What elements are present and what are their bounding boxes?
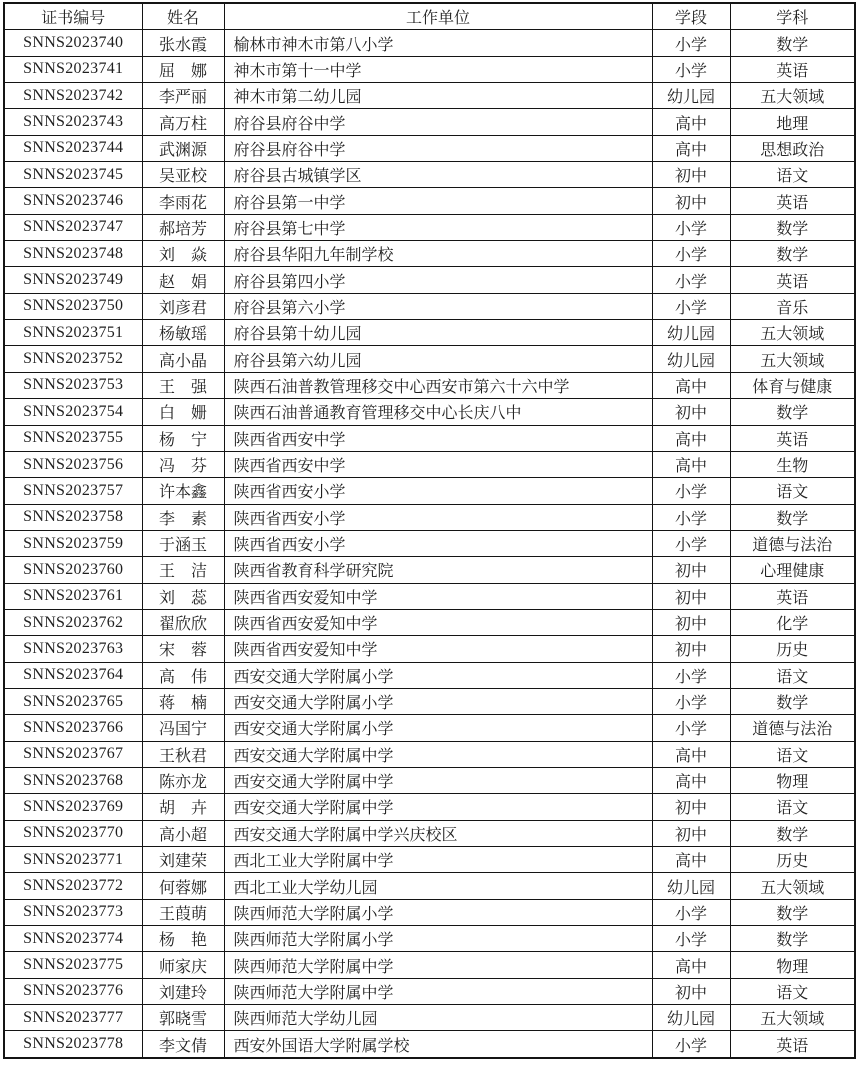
- cell-work-unit: 陕西省教育科学研究院: [224, 557, 652, 583]
- cell-work-unit: 陕西省西安爱知中学: [224, 583, 652, 609]
- cell-work-unit: 府谷县第一中学: [224, 188, 652, 214]
- cell-name: 杨 宁: [142, 425, 224, 451]
- cell-cert-no: SNNS2023754: [4, 399, 142, 425]
- cell-name: 张水霞: [142, 30, 224, 56]
- cell-cert-no: SNNS2023741: [4, 56, 142, 82]
- cell-name: 翟欣欣: [142, 609, 224, 635]
- cell-stage: 高中: [652, 952, 730, 978]
- cell-cert-no: SNNS2023752: [4, 346, 142, 372]
- cell-work-unit: 陕西省西安中学: [224, 451, 652, 477]
- cell-cert-no: SNNS2023757: [4, 478, 142, 504]
- cell-stage: 初中: [652, 583, 730, 609]
- header-work-unit: 工作单位: [224, 3, 652, 30]
- table-row: [4, 214, 855, 240]
- cell-work-unit: 府谷县第十幼儿园: [224, 320, 652, 346]
- cell-subject: 英语: [730, 56, 855, 82]
- cell-name: 李雨花: [142, 188, 224, 214]
- cell-stage: 初中: [652, 794, 730, 820]
- cell-name: 刘建玲: [142, 978, 224, 1004]
- cell-work-unit: 陕西师范大学幼儿园: [224, 1005, 652, 1031]
- cell-subject: 五大领域: [730, 83, 855, 109]
- cell-subject: 数学: [730, 926, 855, 952]
- table-row: [4, 741, 855, 767]
- cell-subject: 历史: [730, 847, 855, 873]
- cell-subject: 数学: [730, 504, 855, 530]
- table-row: [4, 504, 855, 530]
- cell-stage: 小学: [652, 926, 730, 952]
- cell-stage: 小学: [652, 293, 730, 319]
- cell-subject: 数学: [730, 820, 855, 846]
- certificate-table: [3, 2, 856, 1059]
- cell-stage: 幼儿园: [652, 320, 730, 346]
- cell-name: 王 强: [142, 372, 224, 398]
- cell-work-unit: 府谷县华阳九年制学校: [224, 241, 652, 267]
- cell-subject: 英语: [730, 425, 855, 451]
- cell-subject: 物理: [730, 767, 855, 793]
- header-name: 姓名: [142, 3, 224, 30]
- cell-stage: 幼儿园: [652, 83, 730, 109]
- cell-subject: 物理: [730, 952, 855, 978]
- table-row: [4, 820, 855, 846]
- cell-work-unit: 西安交通大学附属小学: [224, 688, 652, 714]
- cell-name: 陈亦龙: [142, 767, 224, 793]
- cell-stage: 高中: [652, 425, 730, 451]
- cell-subject: 英语: [730, 583, 855, 609]
- cell-work-unit: 西安交通大学附属中学: [224, 767, 652, 793]
- table-row: [4, 1005, 855, 1031]
- table-row: [4, 188, 855, 214]
- table-row: [4, 688, 855, 714]
- cell-stage: 初中: [652, 636, 730, 662]
- cell-subject: 语文: [730, 162, 855, 188]
- cell-name: 赵 娟: [142, 267, 224, 293]
- cell-work-unit: 榆林市神木市第八小学: [224, 30, 652, 56]
- cell-cert-no: SNNS2023746: [4, 188, 142, 214]
- cell-name: 刘建荣: [142, 847, 224, 873]
- cell-cert-no: SNNS2023776: [4, 978, 142, 1004]
- cell-stage: 小学: [652, 504, 730, 530]
- table-row: [4, 662, 855, 688]
- cell-cert-no: SNNS2023751: [4, 320, 142, 346]
- cell-work-unit: 府谷县古城镇学区: [224, 162, 652, 188]
- cell-name: 杨敏瑶: [142, 320, 224, 346]
- cell-work-unit: 西安交通大学附属小学: [224, 715, 652, 741]
- cell-stage: 小学: [652, 1031, 730, 1058]
- cell-cert-no: SNNS2023747: [4, 214, 142, 240]
- cell-subject: 思想政治: [730, 135, 855, 161]
- cell-name: 白 姗: [142, 399, 224, 425]
- table-row: [4, 794, 855, 820]
- cell-subject: 道德与法治: [730, 715, 855, 741]
- cell-subject: 化学: [730, 609, 855, 635]
- cell-stage: 小学: [652, 662, 730, 688]
- cell-stage: 高中: [652, 741, 730, 767]
- table-row: [4, 346, 855, 372]
- cell-subject: 数学: [730, 688, 855, 714]
- cell-work-unit: 陕西省西安中学: [224, 425, 652, 451]
- table-row: [4, 636, 855, 662]
- cell-name: 于涵玉: [142, 530, 224, 556]
- cell-work-unit: 西北工业大学幼儿园: [224, 873, 652, 899]
- table-row: [4, 715, 855, 741]
- table-row: [4, 557, 855, 583]
- cell-name: 吴亚校: [142, 162, 224, 188]
- cell-subject: 语文: [730, 741, 855, 767]
- table-row: [4, 293, 855, 319]
- cell-stage: 高中: [652, 767, 730, 793]
- table-row: [4, 873, 855, 899]
- cell-subject: 英语: [730, 267, 855, 293]
- cell-stage: 小学: [652, 899, 730, 925]
- cell-cert-no: SNNS2023772: [4, 873, 142, 899]
- cell-subject: 语文: [730, 662, 855, 688]
- table-body: [4, 30, 855, 1058]
- cell-cert-no: SNNS2023778: [4, 1031, 142, 1058]
- cell-subject: 生物: [730, 451, 855, 477]
- cell-stage: 初中: [652, 820, 730, 846]
- cell-cert-no: SNNS2023770: [4, 820, 142, 846]
- cell-name: 何蓉娜: [142, 873, 224, 899]
- table-row: [4, 583, 855, 609]
- cell-stage: 高中: [652, 135, 730, 161]
- table-row: [4, 30, 855, 56]
- table-header: [4, 3, 855, 30]
- cell-stage: 初中: [652, 609, 730, 635]
- cell-subject: 数学: [730, 214, 855, 240]
- cell-name: 宋 蓉: [142, 636, 224, 662]
- table-row: [4, 372, 855, 398]
- cell-name: 杨 艳: [142, 926, 224, 952]
- cell-name: 刘 蕊: [142, 583, 224, 609]
- cell-cert-no: SNNS2023749: [4, 267, 142, 293]
- cell-name: 高小晶: [142, 346, 224, 372]
- cell-stage: 小学: [652, 241, 730, 267]
- cell-name: 郝培芳: [142, 214, 224, 240]
- cell-cert-no: SNNS2023748: [4, 241, 142, 267]
- cell-name: 冯国宁: [142, 715, 224, 741]
- cell-work-unit: 府谷县第六小学: [224, 293, 652, 319]
- cell-subject: 音乐: [730, 293, 855, 319]
- cell-cert-no: SNNS2023753: [4, 372, 142, 398]
- cell-stage: 初中: [652, 557, 730, 583]
- cell-stage: 高中: [652, 109, 730, 135]
- cell-subject: 五大领域: [730, 346, 855, 372]
- header-stage: 学段: [652, 3, 730, 30]
- table-row: [4, 530, 855, 556]
- table-row: [4, 899, 855, 925]
- cell-name: 高 伟: [142, 662, 224, 688]
- cell-subject: 数学: [730, 399, 855, 425]
- cell-work-unit: 西安交通大学附属小学: [224, 662, 652, 688]
- cell-cert-no: SNNS2023756: [4, 451, 142, 477]
- cell-work-unit: 陕西省西安爱知中学: [224, 636, 652, 662]
- cell-subject: 数学: [730, 30, 855, 56]
- cell-cert-no: SNNS2023740: [4, 30, 142, 56]
- cell-cert-no: SNNS2023775: [4, 952, 142, 978]
- cell-name: 李 素: [142, 504, 224, 530]
- table-row: [4, 109, 855, 135]
- cell-work-unit: 陕西省西安小学: [224, 530, 652, 556]
- cell-work-unit: 陕西师范大学附属小学: [224, 926, 652, 952]
- cell-subject: 五大领域: [730, 873, 855, 899]
- table-row: [4, 162, 855, 188]
- cell-subject: 数学: [730, 899, 855, 925]
- cell-subject: 道德与法治: [730, 530, 855, 556]
- cell-name: 屈 娜: [142, 56, 224, 82]
- cell-stage: 小学: [652, 715, 730, 741]
- cell-work-unit: 西安交通大学附属中学兴庆校区: [224, 820, 652, 846]
- cell-cert-no: SNNS2023759: [4, 530, 142, 556]
- table-row: [4, 56, 855, 82]
- cell-subject: 地理: [730, 109, 855, 135]
- cell-work-unit: 府谷县府谷中学: [224, 109, 652, 135]
- cell-cert-no: SNNS2023762: [4, 609, 142, 635]
- cell-subject: 数学: [730, 241, 855, 267]
- cell-subject: 英语: [730, 188, 855, 214]
- cell-name: 高万柱: [142, 109, 224, 135]
- table-row: [4, 478, 855, 504]
- cell-work-unit: 陕西师范大学附属小学: [224, 899, 652, 925]
- table-row: [4, 978, 855, 1004]
- cell-work-unit: 府谷县第七中学: [224, 214, 652, 240]
- cell-stage: 小学: [652, 478, 730, 504]
- cell-work-unit: 神木市第十一中学: [224, 56, 652, 82]
- cell-subject: 语文: [730, 478, 855, 504]
- cell-cert-no: SNNS2023764: [4, 662, 142, 688]
- cell-cert-no: SNNS2023755: [4, 425, 142, 451]
- table-row: [4, 767, 855, 793]
- cell-cert-no: SNNS2023750: [4, 293, 142, 319]
- cell-work-unit: 西北工业大学附属中学: [224, 847, 652, 873]
- cell-name: 冯 芬: [142, 451, 224, 477]
- cell-stage: 小学: [652, 214, 730, 240]
- cell-work-unit: 陕西师范大学附属中学: [224, 952, 652, 978]
- cell-cert-no: SNNS2023771: [4, 847, 142, 873]
- cell-stage: 小学: [652, 530, 730, 556]
- cell-stage: 小学: [652, 688, 730, 714]
- cell-work-unit: 府谷县第四小学: [224, 267, 652, 293]
- cell-cert-no: SNNS2023745: [4, 162, 142, 188]
- cell-stage: 高中: [652, 451, 730, 477]
- table-row: [4, 609, 855, 635]
- cell-work-unit: 陕西石油普通教育管理移交中心长庆八中: [224, 399, 652, 425]
- cell-subject: 五大领域: [730, 1005, 855, 1031]
- table-row: [4, 399, 855, 425]
- table-row: [4, 926, 855, 952]
- cell-cert-no: SNNS2023768: [4, 767, 142, 793]
- cell-work-unit: 陕西省西安小学: [224, 478, 652, 504]
- header-row: [4, 3, 855, 30]
- cell-work-unit: 神木市第二幼儿园: [224, 83, 652, 109]
- table-row: [4, 135, 855, 161]
- cell-name: 刘彦君: [142, 293, 224, 319]
- cell-name: 郭晓雪: [142, 1005, 224, 1031]
- cell-subject: 体育与健康: [730, 372, 855, 398]
- cell-stage: 幼儿园: [652, 1005, 730, 1031]
- cell-name: 许本鑫: [142, 478, 224, 504]
- cell-stage: 初中: [652, 399, 730, 425]
- cell-stage: 高中: [652, 372, 730, 398]
- table-row: [4, 320, 855, 346]
- cell-work-unit: 陕西石油普教管理移交中心西安市第六十六中学: [224, 372, 652, 398]
- cell-cert-no: SNNS2023743: [4, 109, 142, 135]
- table-row: [4, 83, 855, 109]
- header-cert-no: 证书编号: [4, 3, 142, 30]
- cell-stage: 小学: [652, 30, 730, 56]
- cell-work-unit: 西安交通大学附属中学: [224, 741, 652, 767]
- cell-work-unit: 府谷县第六幼儿园: [224, 346, 652, 372]
- cell-cert-no: SNNS2023773: [4, 899, 142, 925]
- cell-stage: 小学: [652, 56, 730, 82]
- cell-name: 师家庆: [142, 952, 224, 978]
- cell-name: 武渊源: [142, 135, 224, 161]
- cell-stage: 幼儿园: [652, 346, 730, 372]
- cell-work-unit: 陕西师范大学附属中学: [224, 978, 652, 1004]
- table-row: [4, 451, 855, 477]
- table-row: [4, 847, 855, 873]
- cell-name: 李文倩: [142, 1031, 224, 1058]
- cell-cert-no: SNNS2023742: [4, 83, 142, 109]
- cell-cert-no: SNNS2023767: [4, 741, 142, 767]
- cell-name: 王葭萌: [142, 899, 224, 925]
- cell-name: 胡 卉: [142, 794, 224, 820]
- table-row: [4, 1031, 855, 1058]
- table-row: [4, 952, 855, 978]
- cell-cert-no: SNNS2023761: [4, 583, 142, 609]
- cell-stage: 小学: [652, 267, 730, 293]
- cell-name: 王秋君: [142, 741, 224, 767]
- cell-work-unit: 陕西省西安小学: [224, 504, 652, 530]
- table-row: [4, 267, 855, 293]
- cell-stage: 幼儿园: [652, 873, 730, 899]
- cell-cert-no: SNNS2023766: [4, 715, 142, 741]
- header-subject: 学科: [730, 3, 855, 30]
- cell-name: 王 洁: [142, 557, 224, 583]
- cell-cert-no: SNNS2023777: [4, 1005, 142, 1031]
- cell-stage: 初中: [652, 162, 730, 188]
- table-row: [4, 425, 855, 451]
- cell-name: 李严丽: [142, 83, 224, 109]
- cell-work-unit: 西安外国语大学附属学校: [224, 1031, 652, 1058]
- cell-cert-no: SNNS2023774: [4, 926, 142, 952]
- cell-cert-no: SNNS2023763: [4, 636, 142, 662]
- cell-subject: 语文: [730, 978, 855, 1004]
- cell-subject: 五大领域: [730, 320, 855, 346]
- cell-stage: 高中: [652, 847, 730, 873]
- cell-subject: 语文: [730, 794, 855, 820]
- cell-work-unit: 西安交通大学附属中学: [224, 794, 652, 820]
- table-row: [4, 241, 855, 267]
- cell-subject: 心理健康: [730, 557, 855, 583]
- cell-subject: 英语: [730, 1031, 855, 1058]
- cell-subject: 历史: [730, 636, 855, 662]
- cell-work-unit: 府谷县府谷中学: [224, 135, 652, 161]
- cell-cert-no: SNNS2023760: [4, 557, 142, 583]
- cell-name: 刘 焱: [142, 241, 224, 267]
- cell-work-unit: 陕西省西安爱知中学: [224, 609, 652, 635]
- cell-cert-no: SNNS2023758: [4, 504, 142, 530]
- cell-cert-no: SNNS2023769: [4, 794, 142, 820]
- cell-stage: 初中: [652, 978, 730, 1004]
- cell-stage: 初中: [652, 188, 730, 214]
- cell-cert-no: SNNS2023744: [4, 135, 142, 161]
- cell-name: 高小超: [142, 820, 224, 846]
- cell-name: 蒋 楠: [142, 688, 224, 714]
- cell-cert-no: SNNS2023765: [4, 688, 142, 714]
